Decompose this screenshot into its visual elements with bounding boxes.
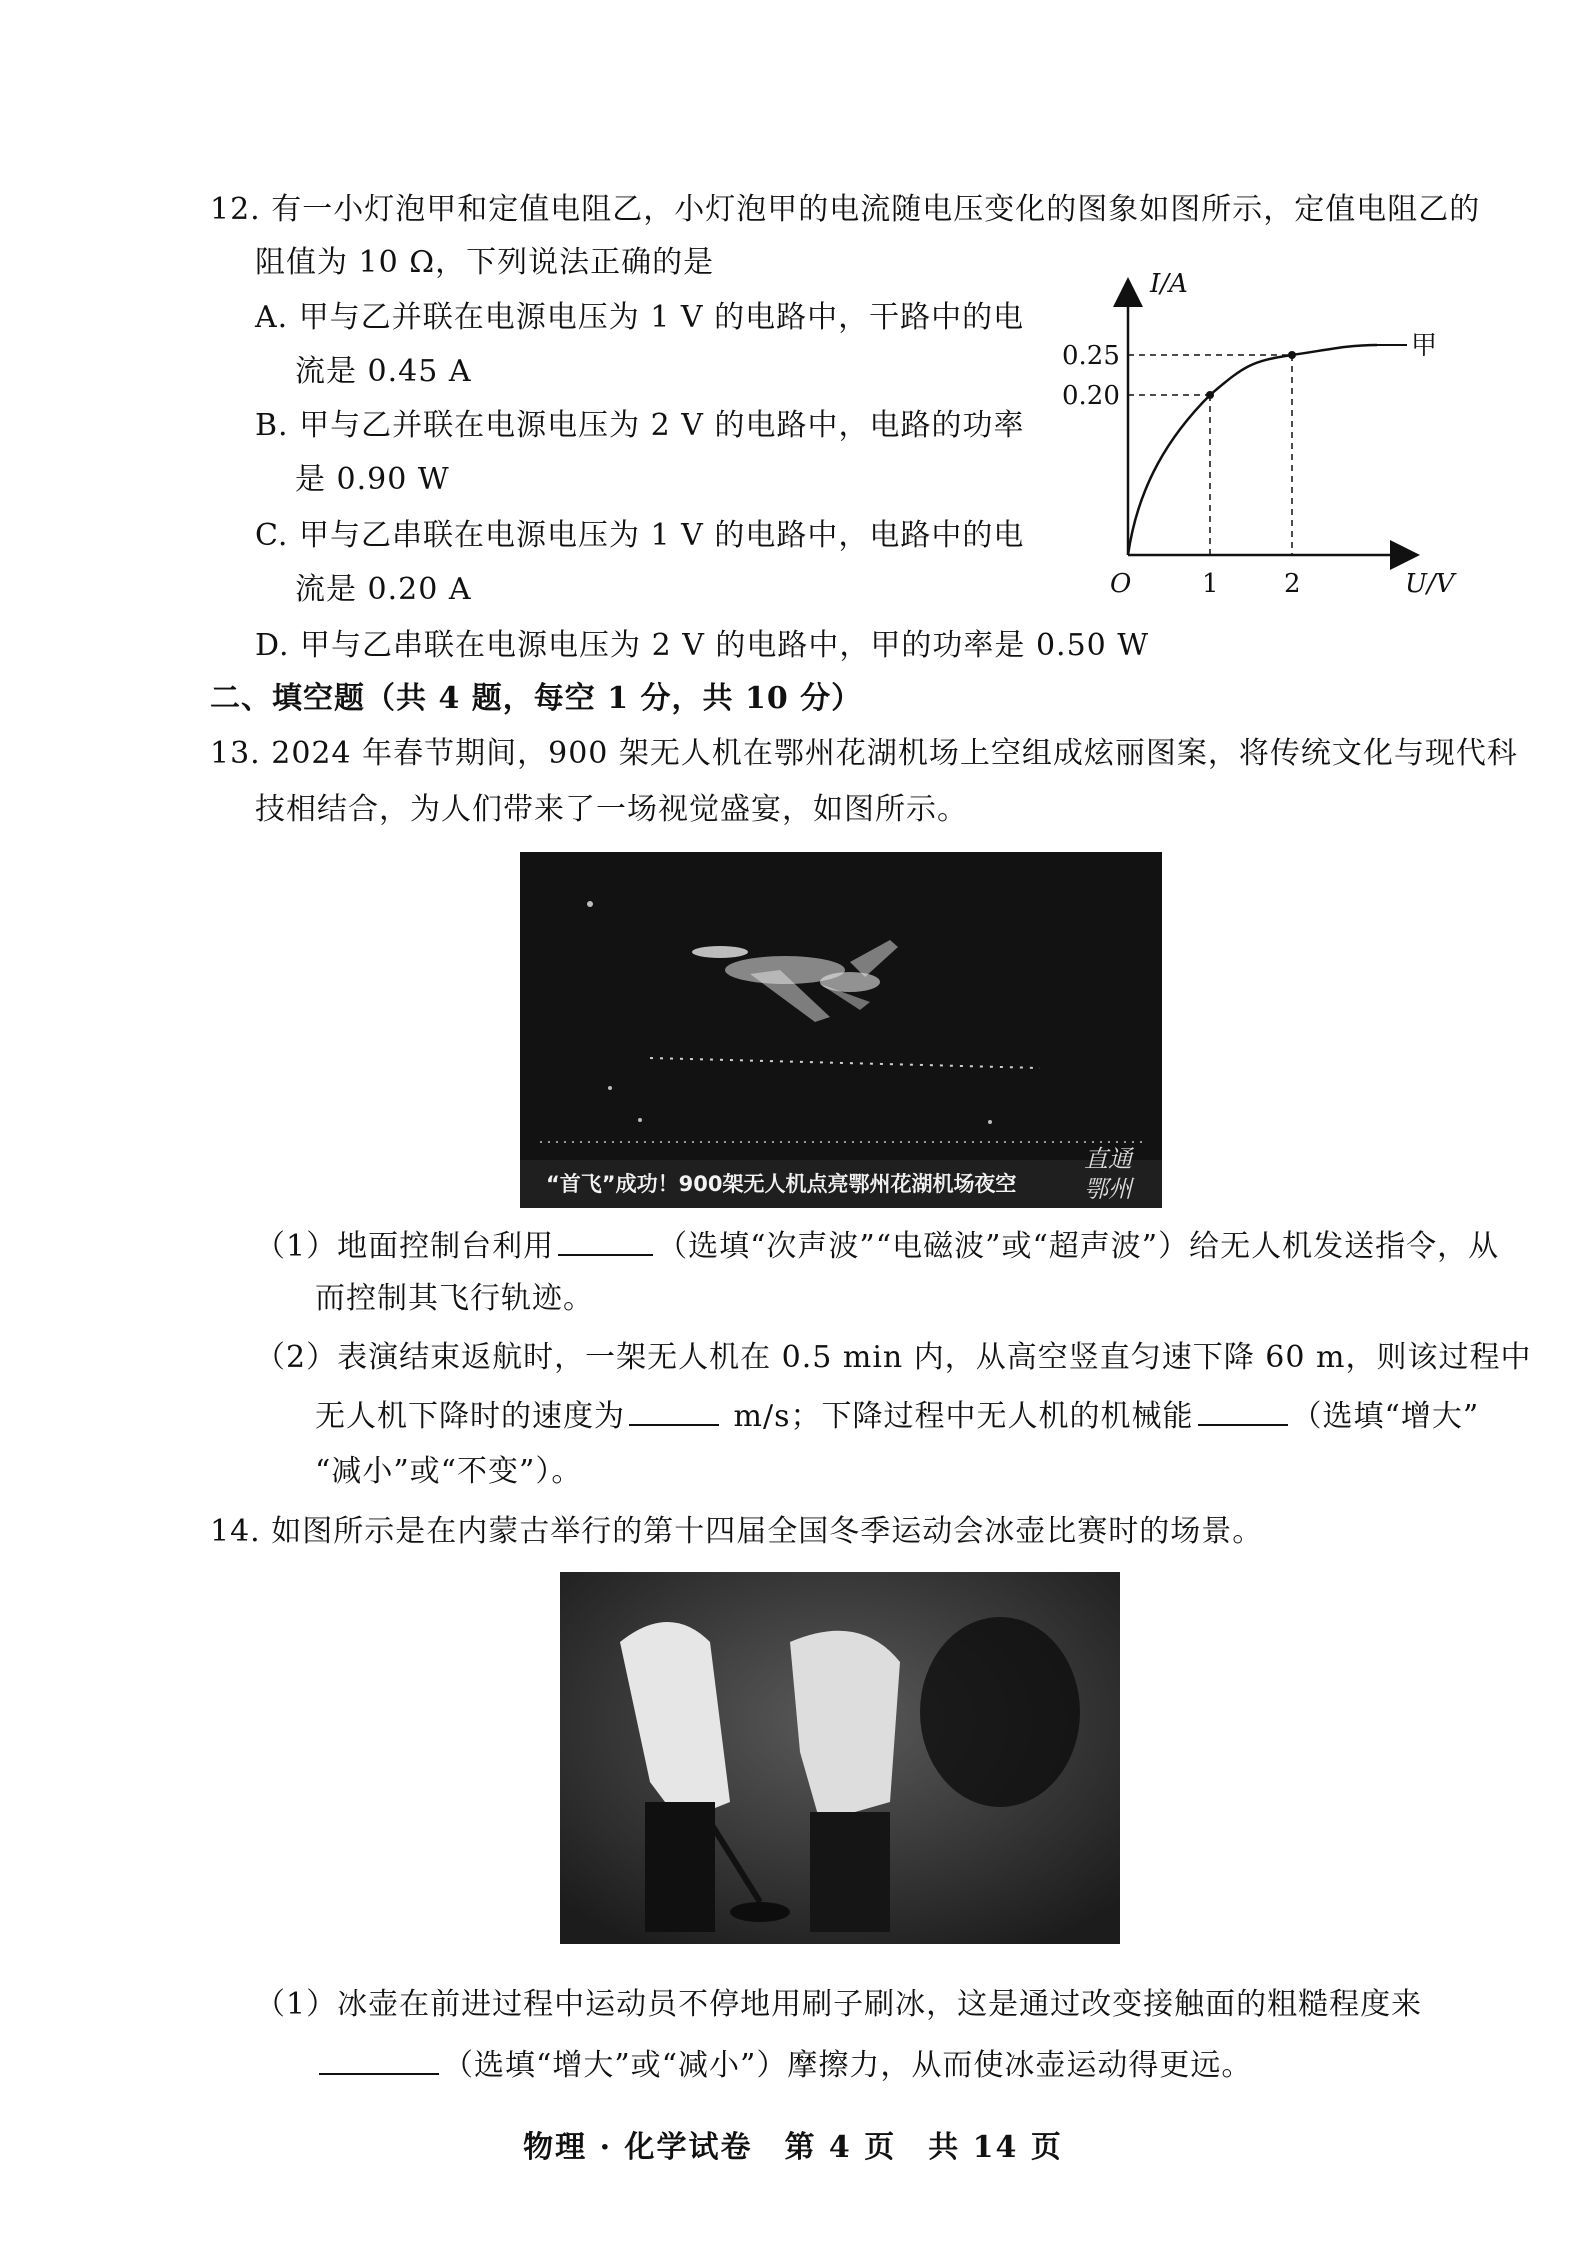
origin-label: O xyxy=(1110,569,1132,599)
q13-part2-line3: “减小”或“不变”）。 xyxy=(315,1454,583,1489)
q12-stem-line2: 阻值为 10 Ω，下列说法正确的是 xyxy=(255,245,715,280)
y-tick-label-0.20: 0.20 xyxy=(1062,381,1120,411)
section-2-title: 二、填空题（共 4 题，每空 1 分，共 10 分） xyxy=(210,681,863,716)
curling-players-image xyxy=(560,1572,1120,1944)
page-footer: 物理 · 化学试卷 第 4 页 共 14 页 xyxy=(523,2130,1063,2165)
curling-photo xyxy=(560,1572,1120,1944)
q13-stem-line1: 13. 2024 年春节期间，900 架无人机在鄂州花湖机场上空组成炫丽图案，将传统文化与现代科 xyxy=(210,736,1518,771)
q12-option-a-line1: A. 甲与乙并联在电源电压为 1 V 的电路中，干路中的电 xyxy=(255,300,1025,335)
drone-show-photo xyxy=(520,852,1162,1208)
x-tick-label-1: 1 xyxy=(1202,569,1219,599)
q12-option-c-line1: C. 甲与乙串联在电源电压为 1 V 的电路中，电路中的电 xyxy=(255,518,1025,553)
q13-blank-2[interactable] xyxy=(629,1394,719,1426)
q12-option-b-line2: 是 0.90 W xyxy=(295,462,450,497)
photo-watermark: 直通 鄂州 xyxy=(1084,1145,1132,1203)
q13-part2-line2: 无人机下降时的速度为 m/s；下降过程中无人机的机械能 （选填“增大” xyxy=(315,1394,1479,1437)
q12-option-d: D. 甲与乙串联在电源电压为 2 V 的电路中，甲的功率是 0.50 W xyxy=(255,628,1150,663)
photo-caption: “首飞”成功！900架无人机点亮鄂州花湖机场夜空 xyxy=(520,1160,1162,1208)
drone-airplane-image xyxy=(520,852,1162,1160)
q14-part1-line1: （1）冰壶在前进过程中运动员不停地用刷子刷冰，这是通过改变接触面的粗糙程度来 xyxy=(255,1987,1423,2022)
q14-part1-line2: （选填“增大”或“减小”）摩擦力，从而使冰壶运动得更远。 xyxy=(315,2043,1252,2086)
q13-part1-line2: 而控制其飞行轨迹。 xyxy=(315,1281,594,1316)
q13-blank-1[interactable] xyxy=(558,1224,653,1256)
series-curve-jia xyxy=(1128,345,1377,555)
y-axis-label: I/A xyxy=(1150,269,1188,299)
q13-part1-line1: （1）地面控制台利用 （选填“次声波”“电磁波”或“超声波”）给无人机发送指令，从 xyxy=(255,1224,1499,1267)
q13-stem-line2: 技相结合，为人们带来了一场视觉盛宴，如图所示。 xyxy=(255,792,968,827)
q14-blank-1[interactable] xyxy=(319,2043,439,2075)
x-tick-label-2: 2 xyxy=(1284,569,1301,599)
q14-stem: 14. 如图所示是在内蒙古举行的第十四届全国冬季运动会冰壶比赛时的场景。 xyxy=(210,1514,1264,1549)
q12-option-b-line1: B. 甲与乙并联在电源电压为 2 V 的电路中，电路的功率 xyxy=(255,408,1025,443)
y-tick-label-0.25: 0.25 xyxy=(1062,341,1120,371)
q12-option-a-line2: 流是 0.45 A xyxy=(295,354,472,389)
q13-part2-line1: （2）表演结束返航时，一架无人机在 0.5 min 内，从高空竖直匀速下降 60 m，则该过程中 xyxy=(255,1340,1532,1375)
x-axis-label: U/V xyxy=(1405,569,1455,599)
q13-blank-3[interactable] xyxy=(1198,1394,1288,1426)
q12-stem-line1: 12. 有一小灯泡甲和定值电阻乙，小灯泡甲的电流随电压变化的图象如图所示，定值电阻乙的 xyxy=(210,192,1481,227)
q12-option-c-line2: 流是 0.20 A xyxy=(295,572,472,607)
series-legend-label: 甲 xyxy=(1411,331,1438,361)
data-point-1 xyxy=(1206,391,1214,399)
iu-graph xyxy=(1060,262,1500,607)
data-point-2 xyxy=(1288,351,1296,359)
